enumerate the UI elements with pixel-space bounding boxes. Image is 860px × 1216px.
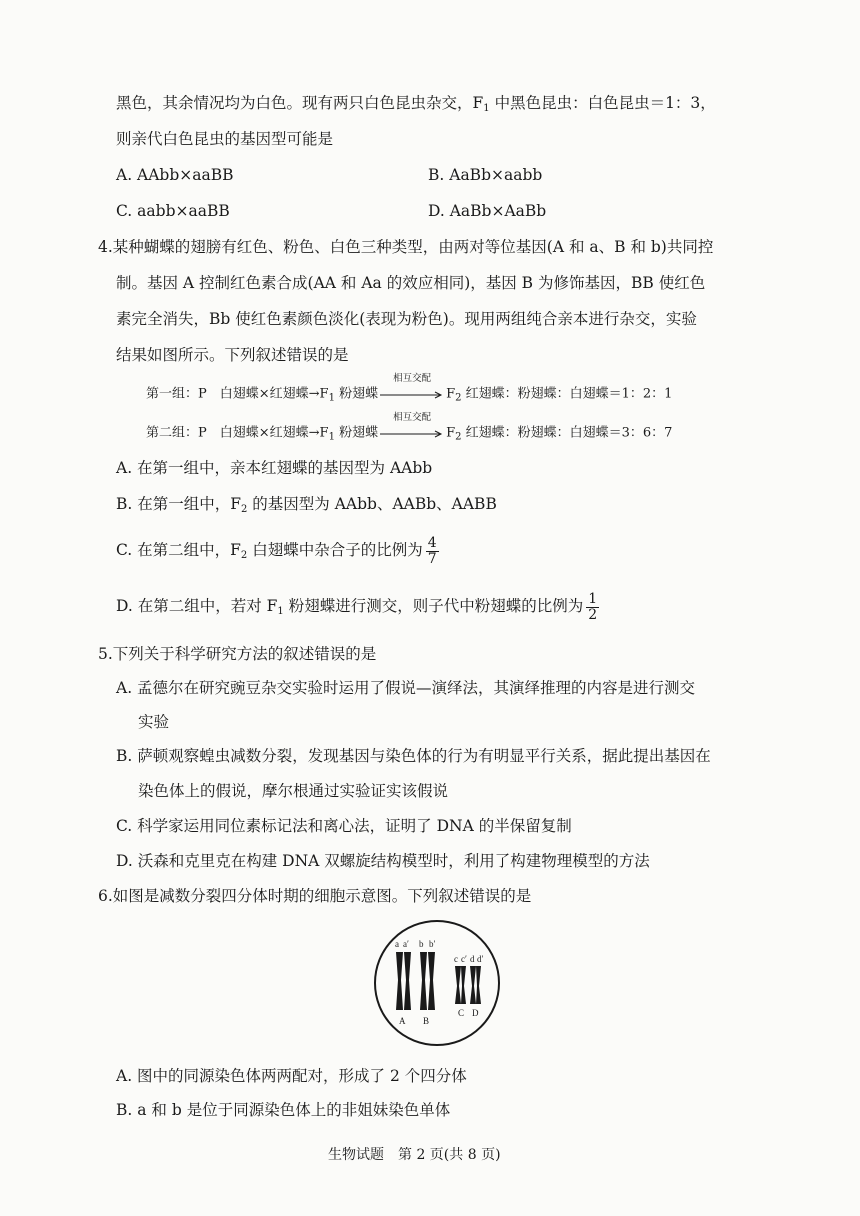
q4-option-a: A. 在第一组中，亲本红翅蝶的基因型为 AAbb (116, 459, 433, 477)
q4-optd-sub: 1 (277, 606, 284, 618)
q5-stem: 5.下列关于科学研究方法的叙述错误的是 (98, 645, 377, 663)
q4-stem-line4: 结果如图所示。下列叙述错误的是 (116, 346, 349, 364)
q4-stem-line3: 素完全消失，Bb 使红色素颜色淡化(表现为粉色)。现用两组纯合亲本进行杂交，实验 (116, 310, 697, 328)
q4-optd-fraction (586, 592, 599, 622)
group2-mating-arrow (380, 412, 444, 440)
arrow-icon (380, 430, 444, 438)
q4-optc-fraction (426, 536, 439, 566)
group1-tail: 红翅蝶：粉翅蝶：白翅蝶＝1：2：1 (461, 386, 673, 402)
q4-optc-post: 白翅蝶中杂合子的比例为 (247, 541, 423, 560)
chromosome-a (396, 952, 411, 1010)
q3-line1-sub: 1 (483, 103, 490, 114)
label-chromosome-d: D (472, 1008, 479, 1018)
group1-mid: 粉翅蝶 (334, 386, 379, 402)
group2-arrow-label: 相互交配 (393, 412, 432, 423)
q5-option-b-line1: B. 萨顿观察蝗虫减数分裂，发现基因与染色体的行为有明显平行关系，据此提出基因在 (116, 747, 711, 765)
q4-stem-line1: 4.某种蝴蝶的翅膀有红色、粉色、白色三种类型，由两对等位基因(A 和 a、B 和 b)共同控 (98, 238, 714, 256)
label-b: b (419, 939, 424, 949)
group2-mid: 粉翅蝶 (334, 425, 379, 441)
group1-arrow-label: 相互交配 (393, 373, 432, 384)
q6-option-a: A. 图中的同源染色体两两配对，形成了 2 个四分体 (116, 1067, 467, 1085)
q4-option-c (116, 536, 439, 566)
q4-option-b (116, 497, 497, 515)
q4-optd-pre: D. 在第二组中，若对 F (116, 597, 278, 616)
q4-optc-pre: C. 在第二组中，F (116, 541, 241, 560)
q4-optc-sub: 2 (240, 550, 248, 562)
q5-option-b-line2: 染色体上的假说，摩尔根通过实验证实该假说 (138, 782, 449, 800)
arrow-icon (380, 391, 444, 399)
group2-f2: F (446, 425, 456, 441)
label-d-prime: d′ (477, 954, 484, 964)
q5-option-d: D. 沃森和克里克在构建 DNA 双螺旋结构模型时，利用了构建物理模型的方法 (116, 852, 650, 870)
q3-line1-text: 黑色，其余情况均为白色。现有两只白色昆虫杂交，F (116, 94, 484, 112)
cell-membrane (375, 921, 499, 1045)
q3-line1-tail: 中黑色昆虫：白色昆虫＝1：3， (489, 94, 716, 112)
label-chromosome-b: B (423, 1016, 430, 1026)
fraction-numerator: 4 (427, 535, 437, 551)
q3-option-b: B. AaBb×aabb (428, 166, 543, 184)
page-footer: 生物试题 第 2 页(共 8 页) (328, 1147, 501, 1163)
q3-line2: 则亲代白色昆虫的基因型可能是 (116, 130, 334, 148)
group1-mating-arrow (380, 373, 444, 401)
q3-option-c: C. aabb×aaBB (116, 202, 230, 220)
group1-f1-sub: 1 (328, 392, 335, 404)
q5-option-a-line2: 实验 (138, 713, 170, 731)
label-c-prime: c′ (461, 954, 467, 964)
q3-line1 (116, 96, 716, 114)
group1-head: 第一组：P 白翅蝶×红翅蝶→F (146, 386, 329, 402)
q4-option-d (116, 592, 599, 622)
fraction-numerator: 1 (588, 591, 598, 607)
q4-optb-pre: B. 在第一组中，F (116, 495, 241, 513)
q3-option-d: D. AaBb×AaBb (428, 202, 547, 220)
q4-group1-cross (146, 373, 673, 404)
q4-optb-sub: 2 (241, 504, 248, 515)
fraction-denominator: 2 (588, 606, 598, 623)
chromosome-d (470, 966, 481, 1004)
q6-option-b: B. a 和 b 是位于同源染色体上的非姐妹染色单体 (116, 1101, 451, 1119)
label-a-prime: a′ (403, 939, 409, 949)
tetrad-cell-figure (372, 918, 502, 1048)
label-d: d (470, 954, 475, 964)
group2-tail: 红翅蝶：粉翅蝶：白翅蝶＝3：6：7 (461, 425, 673, 441)
chromosome-c (455, 966, 466, 1004)
chromosome-b (420, 952, 435, 1010)
group2-f1-sub: 1 (328, 431, 335, 443)
group1-f2-sub: 2 (455, 392, 462, 404)
q4-stem-line2: 制。基因 A 控制红色素合成(AA 和 Aa 的效应相同)，基因 B 为修饰基因，BB 使红色 (116, 274, 706, 292)
label-chromosome-c: C (458, 1008, 465, 1018)
group2-head: 第二组：P 白翅蝶×红翅蝶→F (146, 425, 329, 441)
q5-option-a-line1: A. 孟德尔在研究豌豆杂交实验时运用了假说—演绎法，其演绎推理的内容是进行测交 (116, 679, 696, 697)
label-a: a (395, 939, 399, 949)
q4-group2-cross (146, 412, 673, 443)
label-c: c (454, 954, 458, 964)
label-chromosome-a: A (399, 1016, 406, 1026)
label-b-prime: b′ (429, 939, 436, 949)
q4-optb-post: 的基因型为 AAbb、AABb、AABB (247, 495, 497, 513)
q4-optd-post: 粉翅蝶进行测交，则子代中粉翅蝶的比例为 (283, 597, 584, 616)
q5-option-c: C. 科学家运用同位素标记法和离心法，证明了 DNA 的半保留复制 (116, 817, 572, 835)
q3-option-a: A. AAbb×aaBB (116, 166, 234, 184)
group1-f2: F (446, 386, 456, 402)
group2-f2-sub: 2 (455, 431, 462, 443)
fraction-denominator: 7 (427, 550, 437, 567)
q6-stem: 6.如图是减数分裂四分体时期的细胞示意图。下列叙述错误的是 (98, 887, 532, 905)
